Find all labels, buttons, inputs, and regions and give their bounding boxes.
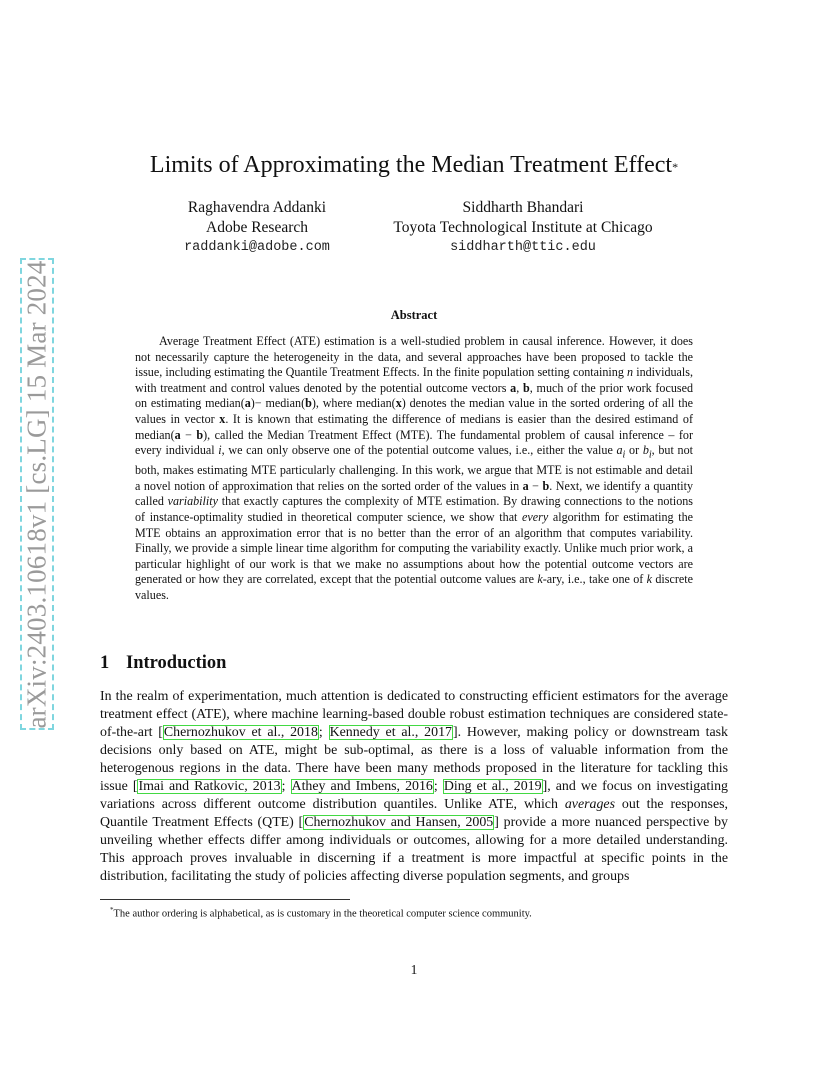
author-email[interactable]: siddharth@ttic.edu: [450, 240, 596, 255]
citation-link[interactable]: Chernozhukov and Hansen, 2005: [304, 815, 494, 831]
citation-link[interactable]: Athey and Imbens, 2016: [291, 779, 433, 795]
footnote-divider: [100, 899, 350, 900]
author-email[interactable]: raddanki@adobe.com: [184, 240, 330, 255]
citation-link[interactable]: Imai and Ratkovic, 2013: [138, 779, 281, 795]
page-number: 1: [410, 962, 418, 977]
title-footnote-mark[interactable]: *: [672, 160, 679, 174]
introduction-paragraph: In the realm of experimentation, much attention is dedicated to constructing efficient estimators for the average treatment effect (ATE), where machine learning-based double robust estimation techniques are considered state-of-the-art [Chernozhukov et al., 2018; Kennedy et al., 2017]. However, making policy or downstream task decisions only based on ATE, might be sub-optimal, as there is a loss of valuable information from the heterogenous regions in the data. There have been many methods proposed in the literature for tackling this issue [Imai and Ratkovic, 2013; Athey and Imbens, 2016; Ding et al., 2019], and we focus on investigating variations across different outcome distribution quantiles. Unlike ATE, which averages out the responses, Quantile Treatment Effects (QTE) [Chernozhukov and Hansen, 2005] provide a more nuanced perspective by unveiling whether effects differ among individuals or outcomes, allowing for a more detailed understanding. This approach proves invaluable in discerning if a treatment is more impactful at specific points in the distribution, facilitating the study of policies affecting diverse population segments, and groups: [100, 689, 729, 885]
footnote-text: The author ordering is alphabetical, as is customary in the theoretical computer science community.: [113, 908, 532, 920]
abstract-heading: Abstract: [390, 308, 438, 322]
author-block-1: [157, 198, 357, 258]
author-affiliation: Adobe Research: [206, 219, 308, 236]
section-title: Introduction: [126, 653, 227, 673]
arxiv-identifier-stamp[interactable]: [20, 258, 54, 730]
section-number: 1: [100, 653, 110, 673]
paper-title: [0, 150, 828, 180]
author-name: Siddharth Bhandari: [462, 199, 584, 216]
paper-title-text: Limits of Approximating the Median Treatment Effect: [149, 152, 673, 178]
footnote: [100, 904, 728, 921]
author-name: Raghavendra Addanki: [187, 199, 327, 216]
abstract-body: Average Treatment Effect (ATE) estimation is a well-studied problem in causal inference. However, it does not necessarily capture the heterogeneity in the data, and several approaches have been proposed to tackle the issue, including estimating the Quantile Treatment Effects. In the finite population setting containing n individuals, with treatment and control values denoted by the potential outcome vectors a, b, much of the prior work focused on estimating median(a)− median(b), where median(x) denotes the median value in the sorted ordering of all the values in vector x. It is known that estimating the difference of medians is easier than the desired estimand of median(a − b), called the Median Treatment Effect (MTE). The fundamental problem of causal inference – for every individual i, we can only observe one of the potential outcome values, i.e., either the value $a_i$ or $b_i$, but not both, makes estimating MTE particularly challenging. In this work, we argue that MTE is not estimable and detail a novel notion of approximation that relies on the sorted order of the values in a − b. Next, we identify a quantity called variability that exactly captures the complexity of MTE estimation. By drawing connections to the notions of instance-optimality studied in theoretical computer science, we show that every algorithm for estimating the MTE obtains an approximation error that is no better than the error of an algorithm that computes variability. Finally, we provide a simple linear time algorithm for computing the variability exactly. Unlike much prior work, a particular highlight of our work is that we make no assumptions about how the potential outcome vectors are generated or how they are correlated, except that the potential outcome values are k-ary, i.e., take one of k discrete values.: [135, 334, 694, 602]
citation-link[interactable]: Kennedy et al., 2017: [329, 725, 452, 741]
author-affiliation: Toyota Technological Institute at Chicago: [393, 219, 653, 236]
citation-link[interactable]: Chernozhukov et al., 2018: [163, 725, 318, 741]
author-block-2: [378, 198, 668, 258]
arxiv-identifier-text: arXiv:2403.10618v1 [cs.LG] 15 Mar 2024: [21, 259, 52, 729]
footnote-mark: *: [110, 906, 114, 914]
section-heading-introduction: [100, 651, 728, 675]
citation-link[interactable]: Ding et al., 2019: [443, 779, 542, 795]
